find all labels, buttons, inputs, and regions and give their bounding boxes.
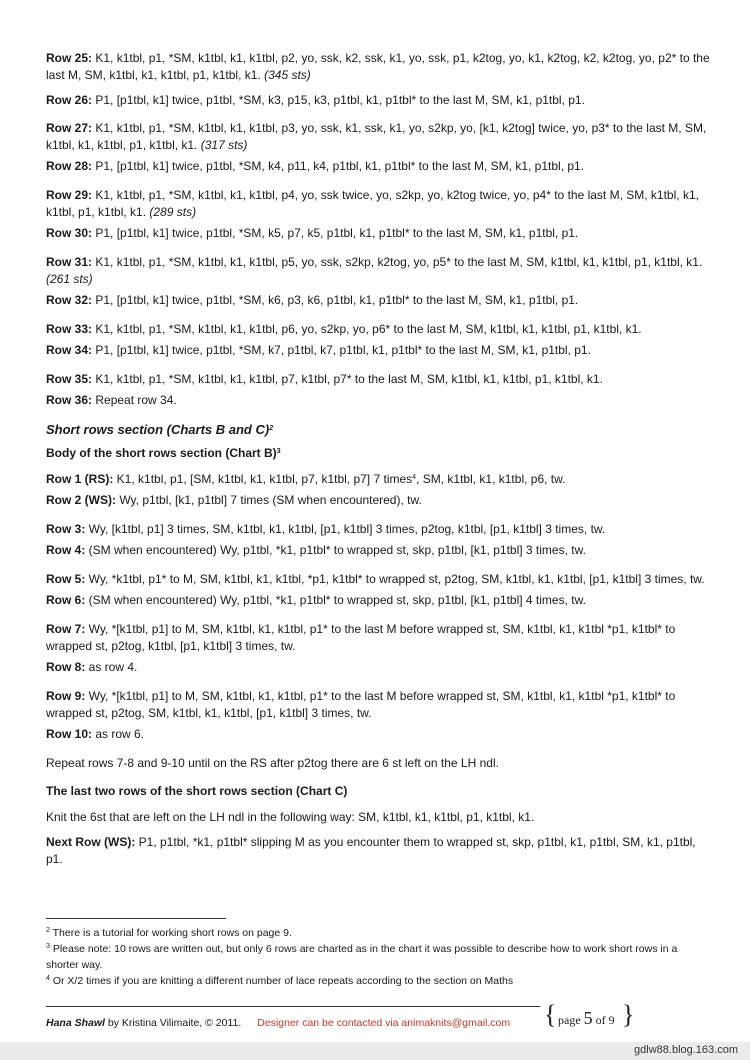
sr-row-4: Row 4: (SM when encountered) Wy, p1tbl, *k1, p1tbl* to wrapped st, skp, p1tbl, [k1, p1tbl] 3 times, tw. — [46, 543, 586, 557]
sr-row-9: Row 9: Wy, *[k1tbl, p1] to M, SM, k1tbl, k1, k1tbl, p1* to the last M before wrapped st, SM, k1tbl, k1, k1tbl *p1, k1tbl* to wrapped st, p2tog, SM, k1tbl, k1, k1tbl, [p1, k1tbl] 3 times, tw. — [46, 689, 676, 720]
row-36: Row 36: Repeat row 34. — [46, 393, 177, 407]
page-number: 5 — [583, 1008, 593, 1028]
row-34: Row 34: P1, [p1tbl, k1] twice, p1tbl, *SM, k7, p1tbl, k7, p1tbl, k1, p1tbl* to the last M, SM, k1, p1tbl, p1. — [46, 343, 591, 357]
row-32: Row 32: P1, [p1tbl, k1] twice, p1tbl, *SM, k6, p3, k6, p1tbl, k1, p1tbl* to the last M, SM, k1, p1tbl, p1. — [46, 293, 579, 307]
sr-row-8: Row 8: as row 4. — [46, 660, 138, 674]
row-26: Row 26: P1, [p1tbl, k1] twice, p1tbl, *SM, k3, p15, k3, p1tbl, k1, p1tbl* to the last M, SM, k1, p1tbl, p1. — [46, 93, 585, 107]
footnote-2: $^2$ There is a tutorial for working short rows on page 9. — [46, 927, 292, 939]
footnote-ref-4: 4 — [412, 474, 417, 481]
next-row-ws: Next Row (WS): P1, p1tbl, *k1, p1tbl* slipping M as you encounter them to wrapped st, skp, p1tbl, k1, p1tbl, SM, k1, p1tbl, p1. — [46, 835, 696, 866]
row-27: Row 27: K1, k1tbl, p1, *SM, k1tbl, k1, k1tbl, p3, yo, ssk, k1, ssk, k1, yo, s2kp, yo, [k1, k2tog] twice, yo, p3* to the last M, SM, k1tbl, k1, k1tbl, p1, k1tbl, k1. (317 sts) — [46, 121, 707, 152]
footnotes — [46, 925, 710, 989]
repeat-instruction: Repeat rows 7-8 and 9-10 until on the RS after p2tog there are 6 st left on the LH ndl. — [46, 756, 499, 770]
sr-row-6: Row 6: (SM when encountered) Wy, p1tbl, *k1, p1tbl* to wrapped st, skp, p1tbl, [k1, p1tbl] 4 times, tw. — [46, 593, 586, 607]
designer-contact: Designer can be contacted via animaknits@gmail.com — [257, 1017, 511, 1029]
row-28: Row 28: P1, [p1tbl, k1] twice, p1tbl, *SM, k4, p11, k4, p1tbl, k1, p1tbl* to the last M, SM, k1, p1tbl, p1. — [46, 159, 585, 173]
row-25: Row 25: K1, k1tbl, p1, *SM, k1tbl, k1, k1tbl, p2, yo, ssk, k2, ssk, k1, yo, ssk, p1, k2tog, yo, k1, k2tog, k2, k2tog, yo, p2* to the last M, SM, k1tbl, k1, k1tbl, p1, k1tbl, k1. (345 sts) — [46, 51, 710, 82]
right-brace: } — [622, 1000, 635, 1029]
pattern-content — [46, 50, 710, 868]
sr-row-3: Row 3: Wy, [k1tbl, p1] 3 times, SM, k1tbl, k1, k1tbl, [p1, k1tbl] 3 times, p2tog, k1tbl, [p1, k1tbl] 3 times, tw. — [46, 522, 606, 536]
watermark-text: gdlw88.blog.163.com — [634, 1044, 738, 1056]
footnote-ref-2: 2 — [269, 425, 274, 432]
sr-row-7: Row 7: Wy, *[k1tbl, p1] to M, SM, k1tbl, k1, k1tbl, p1* to the last M before wrapped st, SM, k1tbl, k1, k1tbl *p1, k1tbl* to wrapped st, p2tog, k1tbl, [p1, k1tbl] 3 times, tw. — [46, 622, 676, 653]
row-33: Row 33: K1, k1tbl, p1, *SM, k1tbl, k1, k1tbl, p6, yo, s2kp, yo, p6* to the last M, SM, k1tbl, k1, k1tbl, p1, k1tbl, k1. — [46, 322, 642, 336]
pattern-title: Hana Shawl — [46, 1017, 105, 1029]
short-rows-heading: Short rows section (Charts B and C)$^2$ — [46, 422, 274, 437]
last-two-rows-heading: The last two rows of the short rows section (Chart C) — [46, 784, 348, 798]
row-35: Row 35: K1, k1tbl, p1, *SM, k1tbl, k1, k1tbl, p7, k1tbl, p7* to the last M, SM, k1tbl, k1, k1tbl, p1, k1tbl, k1. — [46, 372, 603, 386]
body-short-rows-heading: Body of the short rows section (Chart B)$^3$ — [46, 446, 281, 460]
row-30: Row 30: P1, [p1tbl, k1] twice, p1tbl, *SM, k5, p7, k5, p1tbl, k1, p1tbl* to the last M, SM, k1, p1tbl, p1. — [46, 226, 579, 240]
footnote-3: $^3$ Please note: 10 rows are written out, but only 6 rows are charted as in the chart it was possible to describe how to work short rows in a shorter way. — [46, 943, 678, 971]
byline: by Kristina Vilimaite, © 2011. — [104, 1017, 242, 1029]
watermark-bar — [0, 1042, 750, 1060]
sr-row-2: Row 2 (WS): Wy, p1tbl, [k1, p1tbl] 7 times (SM when encountered), tw. — [46, 493, 422, 507]
sr-row-1: Row 1 (RS): K1, k1tbl, p1, [SM, k1tbl, k1, k1tbl, p7, k1tbl, p7] 7 times$^4$, SM, k1tbl, k1, k1tbl, p6, tw. — [46, 472, 566, 486]
footnote-ref-3: 3 — [276, 448, 281, 455]
row-29: Row 29: K1, k1tbl, p1, *SM, k1tbl, k1, k1tbl, p4, yo, ssk twice, yo, s2kp, yo, k2tog twice, yo, p4* to the last M, SM, k1tbl, k1, k1tbl, p1, k1tbl, k1. (289 sts) — [46, 188, 699, 219]
footer — [46, 1017, 510, 1029]
footnote-4: $^4$ Or X/2 times if you are knitting a different number of lace repeats according to the section on Maths — [46, 975, 514, 987]
row-31: Row 31: K1, k1tbl, p1, *SM, k1tbl, k1, k1tbl, p5, yo, ssk, s2kp, k2tog, yo, p5* to the last M, SM, k1tbl, k1, k1tbl, p1, k1tbl, k1. (261 sts) — [46, 255, 703, 286]
sr-row-10: Row 10: as row 6. — [46, 727, 145, 741]
footnote-divider — [46, 918, 226, 919]
left-brace: { — [544, 1000, 557, 1029]
knit-remaining-instruction: Knit the 6st that are left on the LH ndl in the following way: SM, k1tbl, k1, k1tbl, p1, k1tbl, k1. — [46, 810, 535, 824]
sr-row-5: Row 5: Wy, *k1tbl, p1* to M, SM, k1tbl, k1, k1tbl, *p1, k1tbl* to wrapped st, p2tog, SM, k1tbl, k1, k1tbl, [p1, k1tbl] 3 times, tw. — [46, 572, 705, 586]
footer-divider — [46, 1006, 540, 1007]
